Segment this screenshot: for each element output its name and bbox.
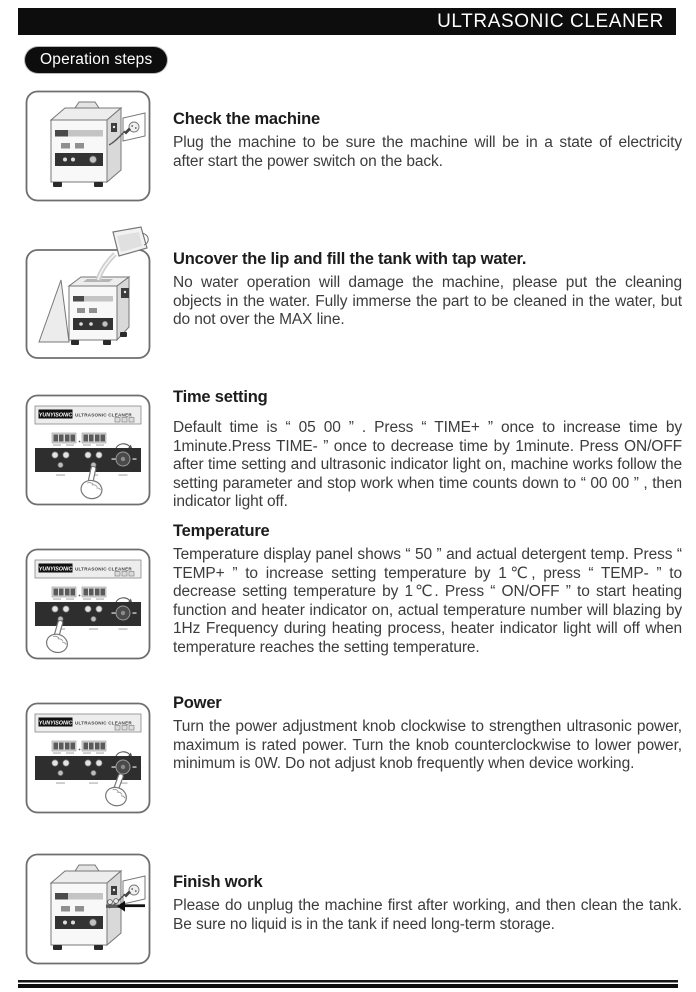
step4-illustration [25, 548, 161, 660]
step6-text [173, 872, 682, 934]
step4-title: Temperature [173, 522, 270, 540]
bottom-rule [18, 980, 678, 988]
step3-illustration [25, 394, 161, 506]
time-setting-panel-illustration [25, 394, 151, 506]
panel-brand-text: YUNYISONIC [38, 566, 73, 573]
panel-brand-suffix-text: ULTRASONIC CLEANER [75, 720, 132, 726]
step3-text [173, 387, 682, 512]
step2-text [173, 249, 682, 330]
machine-plug-illustration [25, 90, 151, 202]
panel-brand-suffix-text: ULTRASONIC CLEANER [75, 566, 132, 572]
step6-title: Finish work [173, 873, 263, 891]
page-title: ULTRASONIC CLEANER [437, 10, 664, 32]
step2-body: No water operation will damage the machine, please put the cleaning objects in the water. Fully immerse the part to be cleaned in the water, but do not over the MAX line. [173, 274, 682, 329]
step6-body: Please do unplug the machine first after working, and then clean the tank. Be sure no liquid is in the tank if need long-term storage. [173, 897, 682, 933]
step5-title: Power [173, 694, 222, 712]
step2-illustration [25, 226, 161, 360]
step1-body: Plug the machine to be sure the machine will be in a state of electricity after start the power switch on the back. [173, 134, 682, 170]
top-title-bar [18, 8, 676, 35]
power-panel-illustration [25, 702, 151, 814]
step5-body: Turn the power adjustment knob clockwise to strengthen ultrasonic power, maximum is rated power. Turn the knob counterclockwise to lower power, minimum is 0W. Do not adjust knob frequently when device working. [173, 718, 682, 773]
finish-work-illustration [25, 853, 151, 965]
temperature-panel-illustration [25, 548, 151, 660]
section-label: Operation steps [40, 51, 153, 68]
panel-brand-text: YUNYISONIC [38, 720, 73, 727]
step5-text [173, 693, 682, 774]
step1-title: Check the machine [173, 110, 320, 128]
step5-illustration [25, 702, 161, 814]
step3-body: Default time is “ 05 00 ” . Press “ TIME+ ” once to increase time by 1minute.Press TIME- ” once to decrease time by 1minute. Press ON/OFF after time setting and ultrasonic indicator light on, machine works follow the setting parameter and stop work when time counts down to “ 00 00 ” , then indicator light off. [173, 419, 682, 511]
section-label-pill [25, 47, 167, 73]
step6-illustration [25, 853, 161, 965]
panel-brand-text: YUNYISONIC [38, 412, 73, 419]
step3-title: Time setting [173, 388, 268, 406]
step4-text [173, 521, 682, 658]
step1-text [173, 109, 682, 171]
step2-title: Uncover the lip and fill the tank with tap water. [173, 250, 527, 268]
fill-tank-illustration [25, 226, 161, 360]
panel-brand-suffix-text: ULTRASONIC CLEANER [75, 412, 132, 418]
step1-illustration [25, 90, 161, 202]
step4-body: Temperature display panel shows “ 50 ” and actual detergent temp. Press “ TEMP+ ” to increase setting temperature by 1℃, press “ TEMP- ” to decrease setting temperature by 1℃. Press “ ON/OFF ” to start heating function and heater indicator on, actual temperature number will blazing by 1Hz Frequency during heating process, heater indicator light will off when temperature reaches the setting temperature. [173, 546, 682, 656]
